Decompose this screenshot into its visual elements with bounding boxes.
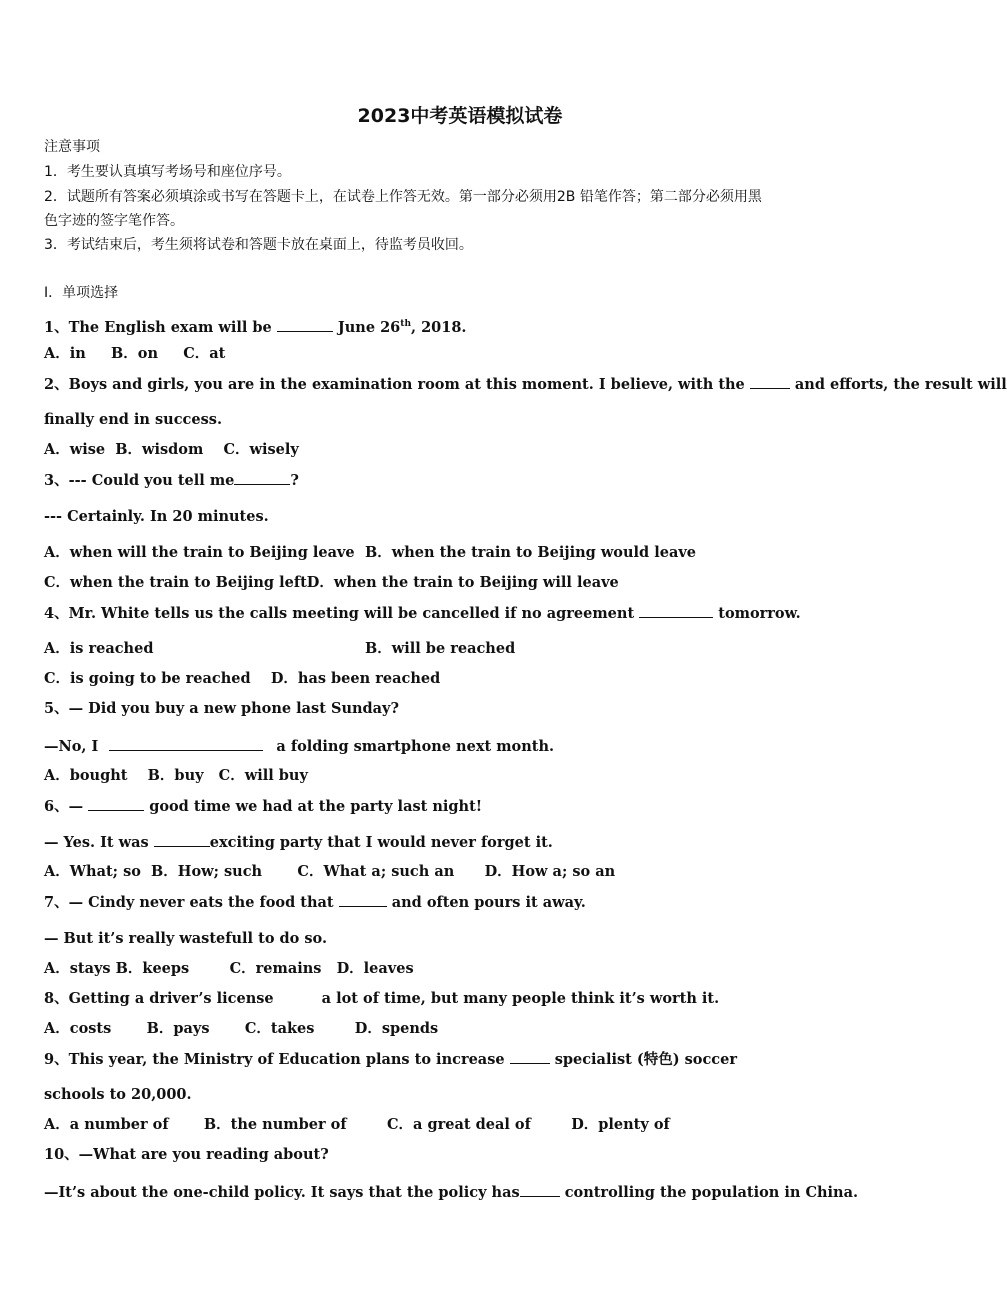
question-text: 6、— — [44, 798, 89, 815]
notice-item: 2．试题所有答案必须填涂或书写在答题卡上，在试卷上作答无效。第一部分必须用2B 铅笔作答；第二部分必须用黑 — [44, 189, 762, 205]
answer-blank — [154, 833, 210, 847]
question-text: —No, I — [44, 738, 104, 755]
answer-blank — [88, 797, 144, 811]
question-text: 9、This year, the Ministry of Education plans to increase — [44, 1051, 510, 1068]
question-2-continued: finally end in success. — [44, 411, 222, 428]
question-10: 10、—What are you reading about? — [44, 1146, 329, 1163]
question-4-option-b: B．will be reached — [365, 640, 516, 657]
question-text: —It’s about the one-child policy. It says that the policy has — [44, 1184, 520, 1201]
question-text: a lot of time, but many people think it’s worth it. — [321, 990, 720, 1007]
answer-blank — [234, 471, 290, 485]
question-text: 1、The English exam will be — [44, 318, 277, 336]
answer-blank — [750, 375, 790, 389]
question-1-options: A．in B．on C．at — [44, 345, 226, 362]
question-text: , 2018. — [410, 318, 467, 336]
question-text: 4、Mr. White tells us the calls meeting will be cancelled if no agreement — [44, 605, 640, 622]
question-9-options: A．a number of B．the number of C．a great deal of D．plenty of — [44, 1116, 670, 1133]
answer-blank — [109, 737, 263, 751]
question-text: good time we had at the party last night! — [144, 798, 483, 815]
question-3-options-cd: C．when the train to Beijing leftD．when the train to Beijing will leave — [44, 574, 619, 591]
notice-item: 3．考试结束后，考生须将试卷和答题卡放在桌面上，待监考员收回。 — [44, 237, 473, 253]
question-text: 7、— Cindy never eats the food that — [44, 894, 339, 911]
question-2 — [44, 375, 1007, 394]
question-1 — [44, 315, 467, 337]
question-text: controlling the population in China. — [559, 1184, 859, 1201]
question-text: — Yes. It was — [44, 834, 154, 851]
question-text: specialist (特色) soccer — [549, 1051, 738, 1068]
question-7-answer: — But it’s really wastefull to do so. — [44, 930, 328, 947]
question-3-answer: --- Certainly. In 20 minutes. — [44, 508, 269, 525]
question-5-response — [44, 737, 554, 756]
question-7-options: A．stays B．keeps C．remains D．leaves — [44, 960, 414, 977]
answer-blank — [277, 318, 333, 332]
question-4-option-a: A．is reached — [44, 640, 154, 657]
question-text: and often pours it away. — [386, 894, 586, 911]
question-text: a folding smartphone next month. — [271, 738, 555, 755]
question-text: exciting party that I would never forget it. — [209, 834, 553, 851]
superscript: th — [400, 319, 411, 329]
question-text: 3、--- Could you tell me — [44, 472, 235, 489]
question-6 — [44, 797, 482, 816]
question-8 — [44, 990, 719, 1008]
question-8-options: A．costs B．pays C．takes D．spends — [44, 1020, 439, 1037]
question-text: ? — [290, 472, 299, 489]
question-text: June 26 — [332, 318, 401, 336]
answer-blank — [339, 893, 387, 907]
notice-heading: 注意事项 — [44, 139, 100, 155]
question-10-response — [44, 1183, 858, 1202]
question-text: and efforts, the result will — [789, 376, 1007, 393]
question-2-options: A．wise B．wisdom C．wisely — [44, 441, 299, 458]
question-6-options: A．What; so B．How; such C．What a; such an D．How a; so an — [44, 863, 616, 880]
question-3 — [44, 471, 299, 490]
question-4 — [44, 604, 801, 623]
answer-blank — [639, 604, 713, 618]
question-6-response — [44, 833, 553, 852]
answer-blank — [510, 1050, 550, 1064]
question-text: 2、Boys and girls, you are in the examination room at this moment. I believe, with the — [44, 376, 750, 393]
question-text: 8、Getting a driver’s license — [44, 990, 274, 1007]
question-7 — [44, 893, 586, 912]
question-5: 5、— Did you buy a new phone last Sunday? — [44, 700, 399, 717]
question-4-options-cd: C．is going to be reached D．has been reached — [44, 670, 441, 687]
notice-item: 1．考生要认真填写考场号和座位序号。 — [44, 164, 291, 180]
notice-item: 色字迹的签字笔作答。 — [44, 213, 184, 229]
section-heading: Ⅰ．单项选择 — [44, 285, 119, 301]
question-9-continued: schools to 20,000. — [44, 1086, 192, 1103]
question-3-option-a: A．when will the train to Beijing leave — [44, 544, 355, 561]
question-text: tomorrow. — [713, 605, 801, 622]
question-3-option-b: B．when the train to Beijing would leave — [365, 544, 697, 561]
question-5-options: A．bought B．buy C．will buy — [44, 767, 308, 784]
question-9 — [44, 1050, 737, 1069]
answer-blank — [520, 1183, 560, 1197]
page-title: 2023中考英语模拟试卷 — [357, 105, 563, 127]
